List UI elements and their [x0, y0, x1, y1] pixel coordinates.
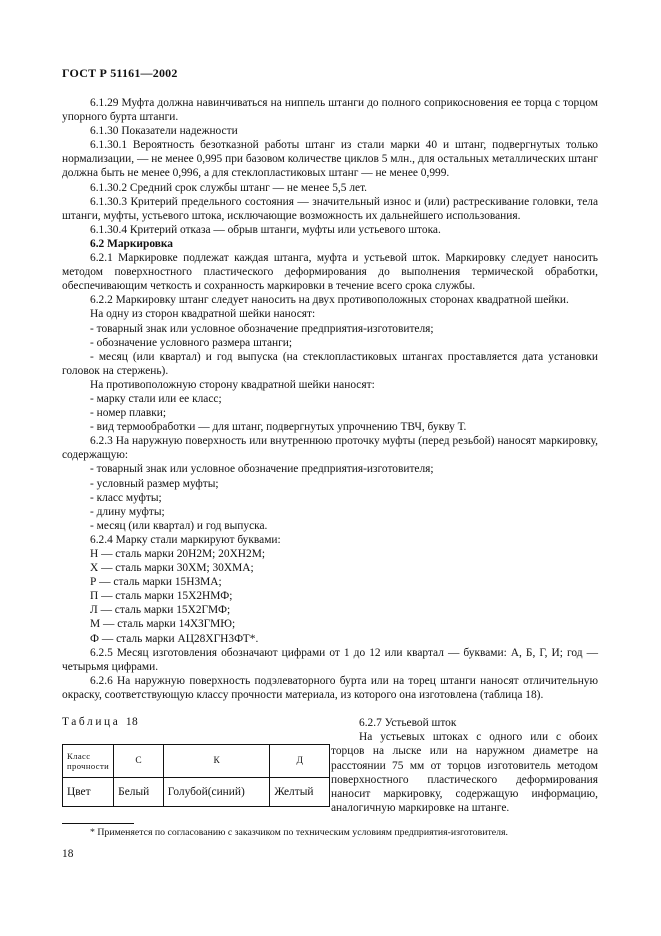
- list-item: - условный размер муфты;: [90, 477, 219, 490]
- list-item: - месяц (или квартал) и год выпуска (на стеклопластиковых штангах проставляется дата установки головок на стержень).: [62, 350, 598, 377]
- table-header-cell: К: [163, 745, 270, 778]
- list-item: - вид термообработки — для штанг, подвергнутых упрочнению ТВЧ, букву Т.: [90, 421, 467, 434]
- list-item: - класс муфты;: [90, 491, 162, 504]
- clause-6-1-29: 6.1.29 Муфта должна навинчиваться на ниппель штанги до полного соприкосновения ее торца с торцом упорного бурта штанги.: [62, 97, 598, 124]
- table-cell: Белый: [114, 778, 164, 807]
- table-cell: Желтый: [270, 778, 330, 807]
- table-row-label: Цвет: [63, 778, 114, 807]
- list-item: - обозначение условного размера штанги;: [90, 336, 293, 349]
- table-cell: Голубой(синий): [163, 778, 270, 807]
- clause-6-2-7-title: 6.2.7 Устьевой шток: [359, 717, 457, 729]
- list-item: - месяц (или квартал) и год выпуска.: [90, 519, 268, 532]
- clause-6-2-4: 6.2.4 Марку стали маркируют буквами:: [90, 533, 281, 546]
- list-item: - марку стали или ее класс;: [90, 392, 222, 405]
- clause-6-2-1: 6.2.1 Маркировке подлежат каждая штанга, муфта и устьевой шток. Маркировку следует наносить методом поверхностного пластического деформирования до выполнения термической обработки, обеспечивающим четкость и сохранность маркировки в течение всего срока службы.: [62, 252, 598, 293]
- steel-grade-item: М — сталь марки 14ХЗГМЮ;: [90, 618, 236, 631]
- table-header-cell: Д: [270, 745, 330, 778]
- side-two-intro: На противоположную сторону квадратной шейки наносят:: [90, 378, 375, 391]
- clause-6-1-30-2: 6.1.30.2 Средний срок службы штанг — не менее 5,5 лет.: [90, 181, 368, 194]
- list-item: - номер плавки;: [90, 407, 167, 420]
- table-header-row: [63, 745, 330, 778]
- table-caption: [62, 716, 138, 728]
- section-heading-marking: 6.2 Маркировка: [90, 237, 173, 250]
- table-caption-word: Таблица: [62, 716, 121, 728]
- clause-6-1-30-1: 6.1.30.1 Вероятность безотказной работы штанг из стали марки 40 и штанг, подвергнутых только нормализации, — не менее 0,995 при базовом количестве циклов 5 млн., для остальных металлических штанг должна быть не менее 0,996, а для стеклопластиковых штанг — не менее 0,999.: [62, 139, 598, 180]
- list-item: - товарный знак или условное обозначение предприятия-изготовителя;: [90, 322, 434, 335]
- clause-6-2-6: 6.2.6 На наружную поверхность подэлеваторного бурта или на торец штанги наносят отличительную окраску, соответствующую классу прочности материала, из которого она изготовлена (таблица 18).: [62, 674, 598, 701]
- footnote: * Применяется по согласованию с заказчиком по техническим условиям предприятия-изготовителя.: [90, 827, 508, 838]
- steel-grade-item: Н — сталь марки 20Н2М; 20ХН2М;: [90, 548, 266, 560]
- clause-6-1-30-4: 6.1.30.4 Критерий отказа — обрыв штанги, муфты или устьевого штока.: [90, 223, 441, 236]
- steel-grade-item: Х — сталь марки 30ХМ; 30ХМА;: [90, 562, 254, 575]
- strength-class-table: [62, 744, 330, 807]
- steel-grade-item: Ф — сталь марки АЦ28ХГН3ФТ*.: [90, 632, 259, 645]
- table-header-cell: С: [114, 745, 164, 778]
- list-item: - товарный знак или условное обозначение предприятия-изготовителя;: [90, 463, 434, 476]
- clause-6-1-30: 6.1.30 Показатели надежности: [90, 125, 238, 138]
- clause-6-2-7-text: На устьевых штоках с одного или с обоих торцов на лыске или на наружном диаметре на расстоянии 75 мм от торцов изготовитель методом поверхностного пластического деформирования наносит маркировку, содержащую информацию, аналогичную маркировке на штанге.: [331, 731, 598, 815]
- clause-6-1-30-3: 6.1.30.3 Критерий предельного состояния — значительный износ и (или) растрескивание головки, тела штанги, муфты, устьевого штока, исключающие возможность их дальнейшего использования.: [62, 195, 598, 222]
- table-row: [63, 778, 330, 807]
- side-one-intro: На одну из сторон квадратной шейки наносят:: [90, 308, 316, 321]
- steel-grade-item: П — сталь марки 15Х2НМФ;: [90, 590, 233, 603]
- clause-6-2-5: 6.2.5 Месяц изготовления обозначают цифрами от 1 до 12 или квартал — буквами: А, Б, Г, И; год — четырьмя цифрами.: [62, 646, 598, 673]
- steel-grade-item: Р — сталь марки 15НЗМА;: [90, 576, 222, 589]
- document-header: ГОСТ Р 51161—2002: [62, 66, 178, 80]
- footnote-divider: [62, 823, 134, 824]
- clause-6-2-3: 6.2.3 На наружную поверхность или внутреннюю проточку муфты (перед резьбой) наносят маркировку, содержащую:: [62, 435, 598, 462]
- main-text: [62, 96, 598, 702]
- table-caption-number: 18: [125, 716, 139, 728]
- list-item: - длину муфты;: [90, 505, 165, 518]
- clause-6-2-2: 6.2.2 Маркировку штанг следует наносить на двух противоположных сторонах квадратной шейки.: [90, 294, 569, 307]
- table-header-label: Класс прочности: [63, 745, 114, 778]
- steel-grade-item: Л — сталь марки 15Х2ГМФ;: [90, 604, 231, 617]
- wellhead-rod-section: [331, 716, 598, 815]
- page-number: 18: [62, 848, 74, 860]
